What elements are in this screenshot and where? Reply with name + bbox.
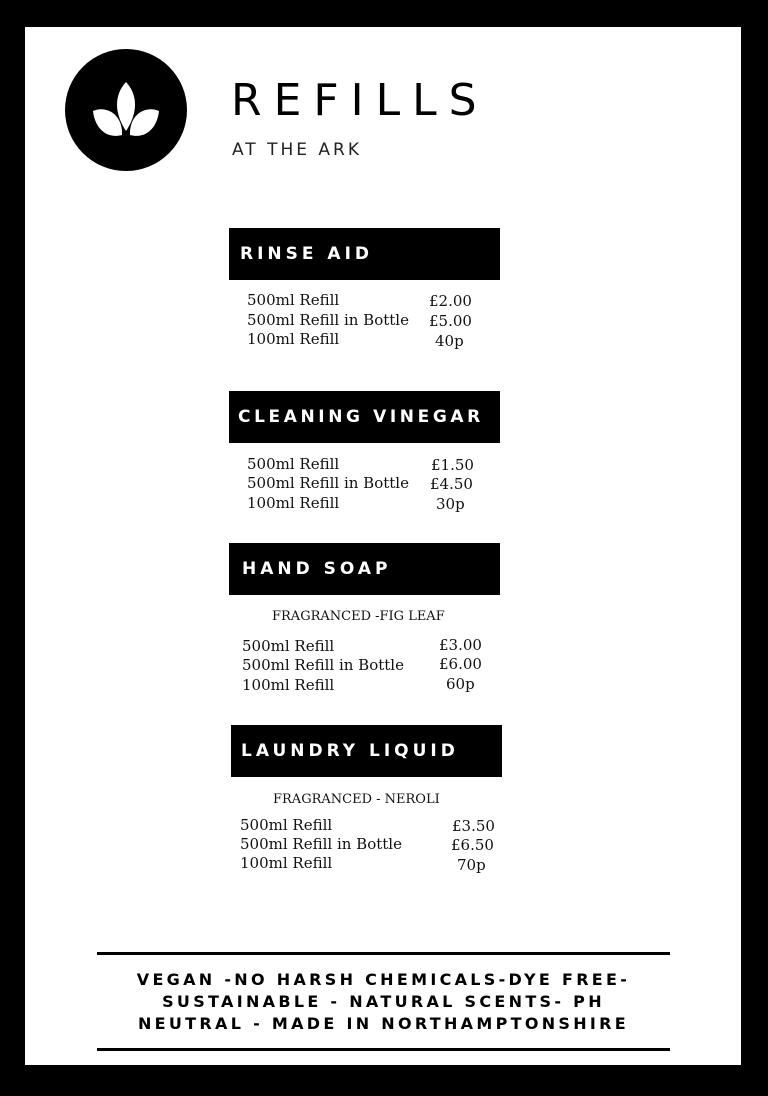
brand-logo <box>65 49 187 171</box>
item-label: 500ml Refill in Bottle <box>247 311 409 329</box>
section-heading-laundry-liquid: LAUNDRY LIQUID <box>231 725 502 777</box>
item-price: £4.50 <box>430 475 473 493</box>
item-price: £2.00 <box>429 292 472 310</box>
footer-line: SUSTAINABLE - NATURAL SCENTS- PH <box>162 992 605 1011</box>
fragrance-note: FRAGRANCED -FIG LEAF <box>272 609 445 624</box>
item-price: £1.50 <box>431 456 474 474</box>
footer-top-rule <box>97 952 670 955</box>
item-price: £6.00 <box>439 655 482 673</box>
item-label: 100ml Refill <box>242 676 335 694</box>
footer-tagline <box>97 969 670 1035</box>
item-price: £3.00 <box>439 636 482 654</box>
item-price: 70p <box>457 856 486 874</box>
item-label: 500ml Refill in Bottle <box>240 835 402 853</box>
item-label: 500ml Refill <box>240 816 333 834</box>
item-price: 40p <box>435 332 464 350</box>
item-label: 100ml Refill <box>240 854 333 872</box>
item-price: 60p <box>446 675 475 693</box>
footer-line: VEGAN -NO HARSH CHEMICALS-DYE FREE- <box>136 970 631 989</box>
item-label: 500ml Refill in Bottle <box>247 474 409 492</box>
page-subtitle: AT THE ARK <box>232 140 362 160</box>
menu-page <box>25 27 741 1065</box>
footer-bottom-rule <box>97 1048 670 1051</box>
item-price: £3.50 <box>452 817 495 835</box>
footer-line: NEUTRAL - MADE IN NORTHAMPTONSHIRE <box>137 1014 630 1033</box>
item-price: 30p <box>436 495 465 513</box>
item-label: 500ml Refill <box>242 637 335 655</box>
item-price: £5.00 <box>429 312 472 330</box>
section-heading-cleaning-vinegar: CLEANING VINEGAR <box>229 391 500 443</box>
section-heading-hand-soap: HAND SOAP <box>229 543 500 595</box>
page-title: REFILLS <box>231 75 489 126</box>
leaf-icon <box>65 49 187 171</box>
item-label: 100ml Refill <box>247 330 340 348</box>
item-label: 500ml Refill <box>247 455 340 473</box>
item-label: 500ml Refill <box>247 291 340 309</box>
item-label: 500ml Refill in Bottle <box>242 656 404 674</box>
fragrance-note: FRAGRANCED - NEROLI <box>273 792 440 807</box>
item-price: £6.50 <box>451 836 494 854</box>
section-heading-rinse-aid: RINSE AID <box>229 228 500 280</box>
item-label: 100ml Refill <box>247 494 340 512</box>
